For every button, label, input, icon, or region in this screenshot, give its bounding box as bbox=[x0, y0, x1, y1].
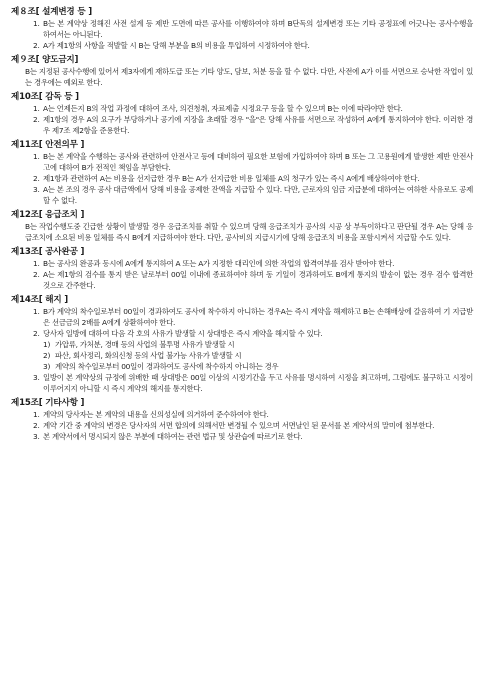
article-paragraph: B는 작업수행도중 긴급한 상황이 발생할 경우 응급조치를 취할 수 있으며 당해 응급조치가 공사의 시공 상 부득이하다고 판단될 경우 A는 당해 응급조치에 소요된 비용 일체를 즉시 B에게 지급하여야 한다. 다만, 공사비의 지급시기에 당해 응급조치 비용을 포함시켜서 지급할 수도 있다. bbox=[25, 222, 473, 242]
article-15 bbox=[11, 397, 473, 442]
article-title: 제８조[ 설계변경 등 ] bbox=[11, 7, 92, 17]
clause: 2. 제1항의 경우 A의 요구가 부당하거나 공기에 지장을 초래할 경우 "을"은 당해 사유를 서면으로 작성하여 A에게 통지하여야 한다. 이러한 경우 제7조 제2항을 준용한다. bbox=[33, 115, 473, 135]
article-14 bbox=[11, 294, 473, 394]
article-10 bbox=[11, 91, 473, 136]
article-11 bbox=[11, 139, 473, 206]
article-title: 제12조[ 응급조치 ] bbox=[11, 210, 85, 220]
clause: 1. B는 공사의 완공과 동시에 A에게 통지하여 A 또는 A가 지정한 대리인에 의한 작업의 합격여부를 검사 받아야 한다. bbox=[33, 259, 395, 268]
clause: 2. 계약 기간 중 계약의 변경은 당사자의 서면 합의에 의해서만 변경될 수 있으며 서면날인 된 문서를 본 계약서의 말미에 첨부한다. bbox=[33, 421, 435, 430]
clause: 1. B가 계약의 착수일로부터 00일이 경과하여도 공사에 착수하지 아니하는 경우A는 즉시 계약을 해제하고 B는 손해배상에 갈음하여 기 지급받은 선금금의 2배를 A에게 상환하여야 한다. bbox=[33, 307, 473, 327]
clause: 2. A가 제1항의 사항을 적발할 시 B는 당해 부분을 B의 비용을 투입하여 시정하여야 한다. bbox=[33, 41, 310, 50]
clause: 1. B는 본 계약상 정해진 사전 설계 등 제반 도면에 따른 공사를 이행하여야 하며 B단독의 설계변경 또는 기타 공정표에 어긋나는 공사수행을 하여서는 아니된다. bbox=[33, 19, 473, 39]
article-paragraph: B는 지정된 공사수행에 있어서 제3자에게 재하도급 또는 기타 양도, 담보, 처분 등을 할 수 없다. 다만, 사전에 A가 이를 서면으로 승낙한 작업이 있는 경우에는 예외로 한다. bbox=[25, 67, 473, 87]
article-title: 제14조[ 해지 ] bbox=[11, 295, 69, 305]
clause: 3. 일방이 본 계약상의 규정에 위배한 때 상대방은 00일 이상의 시정기간을 두고 사유를 명시하여 시정을 최고하며, 그럼에도 불구하고 시정이 이루어지지 아니할 시 즉시 계약의 해지를 통지한다. bbox=[33, 373, 473, 393]
article-9 bbox=[11, 54, 473, 88]
article-title: 제13조[ 공사완공 ] bbox=[11, 247, 85, 257]
clause: 1. A는 언제든지 B의 작업 과정에 대하여 조사, 의견청취, 자료제출 시정요구 등을 할 수 있으며 B는 이에 따라야만 한다. bbox=[33, 104, 403, 113]
sub-clause: 2) 파산, 회사정리, 화의신청 등의 사업 불가능 사유가 발생할 시 bbox=[43, 351, 242, 360]
clause: 1. 계약의 당사자는 본 계약의 내용을 신의성실에 의거하여 준수하여야 한다. bbox=[33, 410, 269, 419]
clause: 1. B는 본 계약을 수행하는 공사와 관련하여 안전사고 등에 대비하여 필요한 보험에 가입하여야 하며 B 또는 그 고용원에게 발생한 제반 안전사고에 대하여 B가 전적인 책임을 부담한다. bbox=[33, 152, 473, 172]
sub-clause: 3) 계약의 착수일로부터 00일이 경과하여도 공사에 착수하지 아니하는 경우 bbox=[43, 362, 279, 371]
article-title: 제９조[ 양도금지] bbox=[11, 55, 79, 65]
clause: 2. 제1항과 관련하여 A는 비용을 선지급한 경우 B는 A가 선지급한 비용 일체를 A의 청구가 있는 즉시 A에게 배상하여야 한다. bbox=[33, 174, 420, 183]
article-title: 제10조[ 감독 등 ] bbox=[11, 92, 79, 102]
clause: 2. A는 제1항의 검수를 통지 받은 날로부터 00일 이내에 종료하여야 하며 동 기일이 경과하여도 B에게 통지의 발송이 없는 경우 검수 합격한 것으로 간주한다. bbox=[33, 270, 473, 290]
article-13 bbox=[11, 246, 473, 291]
article-title: 제11조[ 안전의무 ] bbox=[11, 140, 85, 150]
sub-clause: 1) 가압류, 가처분, 경매 등의 사업의 불투명 사유가 발생할 시 bbox=[43, 340, 235, 349]
clause: 3. 본 계약서에서 명시되지 않은 부분에 대하여는 관련 법규 및 상관습에 따르기로 한다. bbox=[33, 432, 303, 441]
clause: 3. A는 본 조의 경우 공사 대금액에서 당해 비용을 공제한 잔액을 지급할 수 있다. 다만, 근로자의 임금 지급분에 대하여는 여하한 사유로도 공제할 수 없다. bbox=[33, 185, 473, 205]
article-12 bbox=[11, 209, 473, 243]
article-title: 제15조[ 기타사항 ] bbox=[11, 398, 85, 408]
clause: 2. 당사자 일방에 대하여 다음 각 호의 사유가 발생할 시 상대방은 즉시 계약을 해지할 수 있다. bbox=[33, 329, 323, 338]
article-8 bbox=[11, 6, 473, 51]
